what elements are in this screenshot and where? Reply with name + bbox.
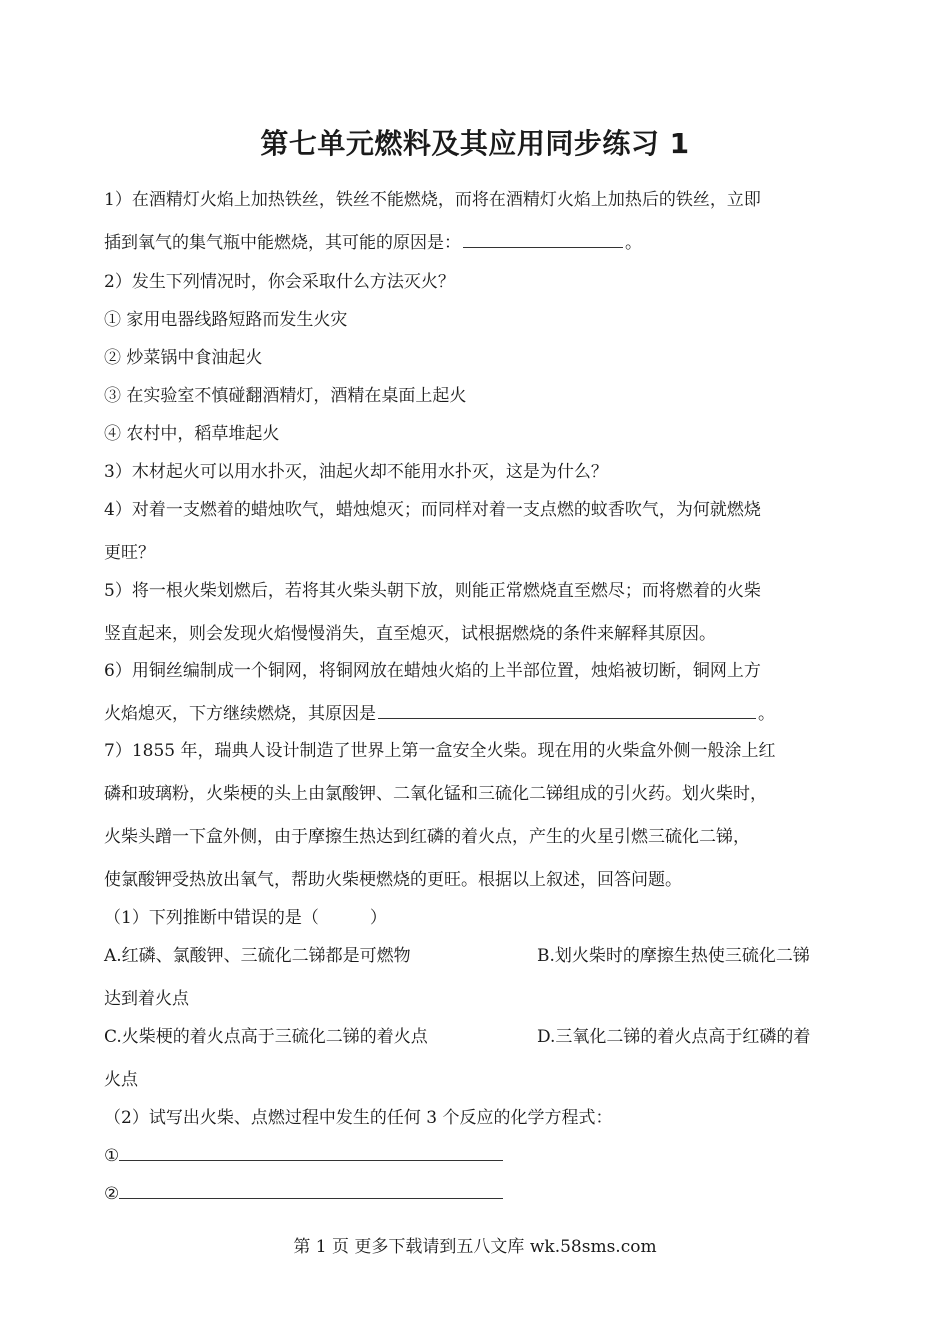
page-footer: 第 1 页 更多下载请到五八文库 wk.58sms.com xyxy=(293,1237,657,1257)
q6-line-1: 6）用铜丝编制成一个铜网，将铜网放在蜡烛火焰的上半部位置，烛焰被切断，铜网上方 xyxy=(104,661,761,681)
q7-answer-2 xyxy=(104,1182,503,1206)
page-title: 第七单元燃料及其应用同步练习 1 xyxy=(260,127,690,160)
q7-line: 火柴头蹭一下盒外侧，由于摩擦生热达到红磷的着火点，产生的火星引燃三硫化二锑， xyxy=(104,827,750,847)
answer-marker: ② xyxy=(104,1184,120,1204)
q7-line: 磷和玻璃粉，火柴梗的头上由氯酸钾、二氧化锰和三硫化二锑组成的引火药。划火柴时， xyxy=(104,784,767,804)
q1-line-2 xyxy=(104,231,642,255)
q5-line-1: 5）将一根火柴划燃后，若将其火柴头朝下放，则能正常燃烧直至燃尽；而将燃着的火柴 xyxy=(104,581,761,601)
q3-text: 3）木材起火可以用水扑灭，油起火却不能用水扑灭，这是为什么？ xyxy=(104,462,608,482)
q7-sub1: （1）下列推断中错误的是（ ） xyxy=(104,908,387,928)
q7-line: 7）1855 年，瑞典人设计制造了世界上第一盒安全火柴。现在用的火柴盒外侧一般涂上红 xyxy=(104,741,776,761)
answer-blank-1[interactable] xyxy=(119,1146,503,1161)
q4-line-1: 4）对着一支燃着的蜡烛吹气，蜡烛熄灭；而同样对着一支点燃的蚊香吹气，为何就燃烧 xyxy=(104,500,761,520)
q7-option-b[interactable]: B.划火柴时的摩擦生热使三硫化二锑 xyxy=(537,946,810,966)
q4-line-2: 更旺？ xyxy=(104,543,155,563)
q6-answer-blank[interactable] xyxy=(378,704,756,719)
q7-option-d[interactable]: D.三氧化二锑的着火点高于红磷的着 xyxy=(537,1027,811,1047)
q1-line-2-text: 插到氧气的集气瓶中能燃烧，其可能的原因是： xyxy=(104,233,461,253)
q7-option-d-cont: 火点 xyxy=(104,1070,138,1090)
q6-line-2-end: 。 xyxy=(758,704,775,724)
q2-item: ② 炒菜锅中食油起火 xyxy=(104,348,263,368)
answer-marker: ① xyxy=(104,1146,120,1166)
q5-line-2: 竖直起来，则会发现火焰慢慢消失，直至熄灭，试根据燃烧的条件来解释其原因。 xyxy=(104,624,716,644)
q7-answer-1 xyxy=(104,1144,503,1168)
answer-blank-2[interactable] xyxy=(119,1184,503,1199)
q7-sub2: （2）试写出火柴、点燃过程中发生的任何 3 个反应的化学方程式： xyxy=(104,1108,613,1128)
q1-line-2-end: 。 xyxy=(625,233,642,253)
q7-option-b-cont: 达到着火点 xyxy=(104,989,189,1009)
q2-item: ① 家用电器线路短路而发生火灾 xyxy=(104,310,348,330)
q7-option-c[interactable]: C.火柴梗的着火点高于三硫化二锑的着火点 xyxy=(104,1027,428,1047)
q1-answer-blank[interactable] xyxy=(463,233,623,248)
q7-option-a[interactable]: A.红磷、氯酸钾、三硫化二锑都是可燃物 xyxy=(104,946,411,966)
q6-line-2 xyxy=(104,702,775,726)
q1-line-1: 1）在酒精灯火焰上加热铁丝，铁丝不能燃烧，而将在酒精灯火焰上加热后的铁丝，立即 xyxy=(104,190,761,210)
q7-line: 使氯酸钾受热放出氧气，帮助火柴梗燃烧的更旺。根据以上叙述，回答问题。 xyxy=(104,870,682,890)
q2-stem: 2）发生下列情况时，你会采取什么方法灭火？ xyxy=(104,272,455,292)
q2-item: ③ 在实验室不慎碰翻酒精灯，酒精在桌面上起火 xyxy=(104,386,467,406)
q6-line-2-text: 火焰熄灭，下方继续燃烧，其原因是 xyxy=(104,704,376,724)
q2-item: ④ 农村中，稻草堆起火 xyxy=(104,424,280,444)
